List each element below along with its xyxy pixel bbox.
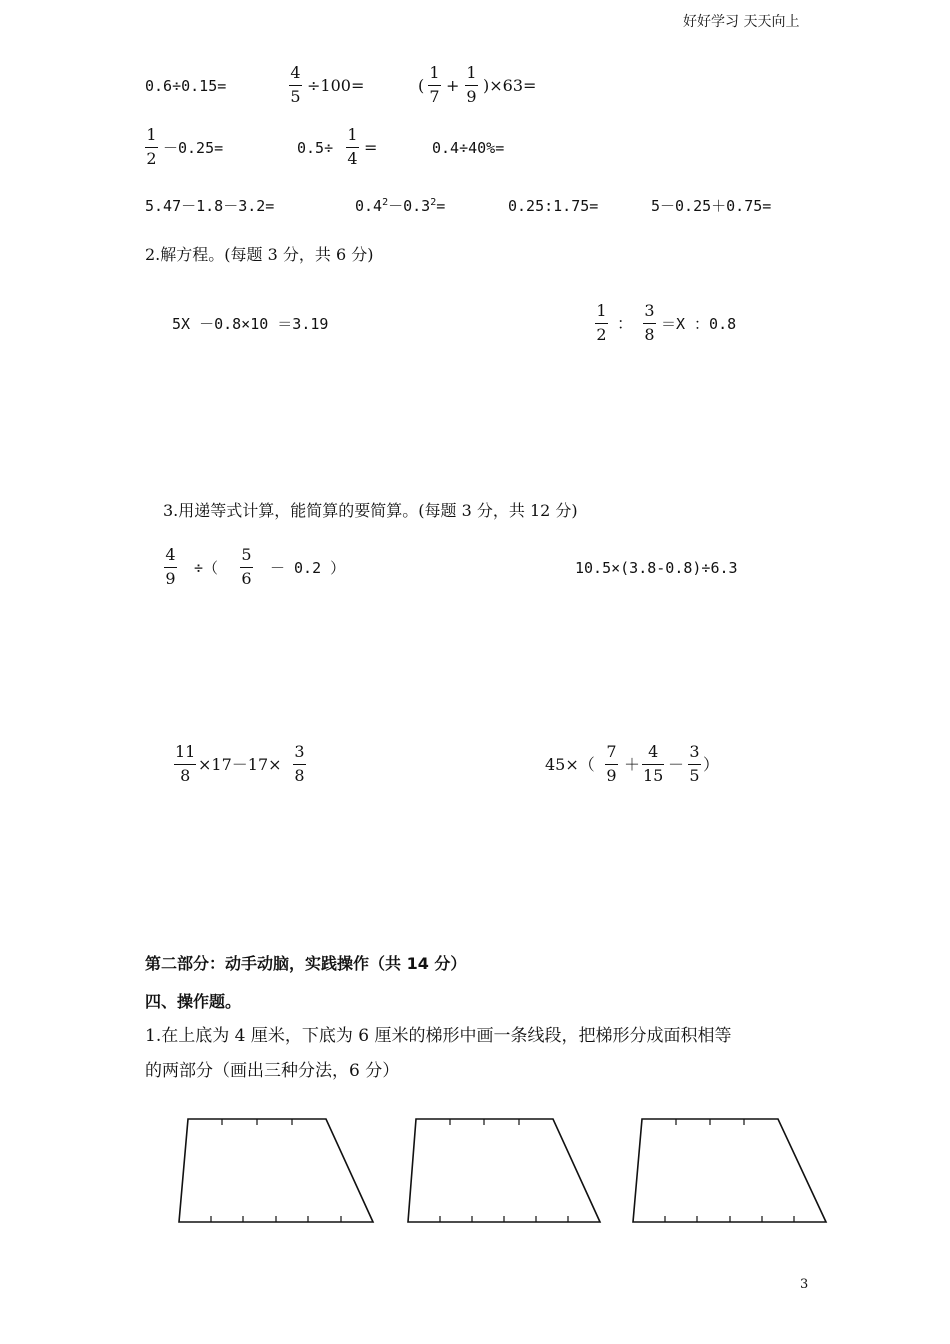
equation-2-rest: ＝X ：0.8 — [661, 315, 737, 333]
plus-sign: ＋ — [624, 755, 641, 774]
expr-3-1: 5.47－1.8－3.2= — [145, 197, 275, 215]
expr-3-2: $0.4^2-0.3^2=$ — [355, 197, 446, 215]
expr-1-3-rest: )×63= — [483, 76, 537, 95]
plus-sign: + — [446, 76, 460, 95]
fraction: 1 9 — [466, 63, 477, 106]
expr-3-4: 5－0.25＋0.75= — [651, 197, 772, 215]
expr-2-3: 0.4÷40%= — [432, 139, 505, 157]
part-subtitle: 四、操作题。 — [145, 992, 242, 1011]
fraction: 3 8 — [294, 742, 305, 785]
expr-3-3: 0.25:1.75= — [508, 197, 599, 215]
trapezoid-1 — [179, 1119, 373, 1222]
page-number: 3 — [800, 1277, 809, 1292]
fraction: 1 4 — [347, 125, 358, 168]
calc-3-mid: ×17－17× — [198, 755, 282, 774]
trapezoid-2 — [408, 1119, 600, 1222]
paren-close: ） — [703, 755, 720, 774]
calc-1-mid: ÷（ — [194, 559, 219, 577]
section-title: 2.解方程。(每题 3 分，共 6 分) — [145, 245, 374, 264]
minus-sign: － — [668, 755, 685, 774]
page-header: 好好学习 天天向上 — [683, 14, 800, 30]
calc-4-pre: 45×（ — [545, 755, 595, 774]
colon: ： — [617, 314, 634, 333]
calc-1-rest: － 0.2 ） — [270, 559, 346, 577]
task-text-line-2: 的两部分（画出三种分法，6 分） — [145, 1061, 400, 1081]
trapezoid-3 — [633, 1119, 826, 1222]
fraction: 1 7 — [429, 63, 440, 106]
expr-1-2-rest: ÷100= — [307, 76, 365, 95]
fraction: 11 8 — [175, 742, 196, 785]
fraction: 7 9 — [606, 742, 617, 785]
fraction: 3 5 — [689, 742, 700, 785]
task-text-line-1: 1.在上底为 4 厘米，下底为 6 厘米的梯形中画一条线段，把梯形分成面积相等 — [145, 1026, 732, 1046]
calc-2: 10.5×(3.8-0.8)÷6.3 — [575, 559, 738, 577]
section-title: 3.用递等式计算，能简算的要简算。(每题 3 分，共 12 分) — [163, 501, 578, 520]
fraction: 4 15 — [643, 742, 664, 785]
equals-sign: = — [364, 138, 378, 157]
fraction: 4 9 — [165, 545, 176, 588]
expr-2-1-rest: －0.25= — [163, 139, 224, 157]
fraction: 1 2 — [596, 301, 607, 344]
expr-1-1: 0.6÷0.15= — [145, 77, 227, 95]
fraction: 5 6 — [241, 545, 252, 588]
paren-open: ( — [418, 76, 425, 95]
equation-1: 5X －0.8×10 ＝3.19 — [172, 315, 329, 333]
expr-2-2-pre: 0.5÷ — [297, 139, 334, 157]
fraction: 1 2 — [146, 125, 157, 168]
part-title: 第二部分：动手动脑，实践操作（共 14 分） — [145, 954, 467, 973]
fraction: 3 8 — [644, 301, 655, 344]
fraction: 4 5 — [290, 63, 301, 106]
